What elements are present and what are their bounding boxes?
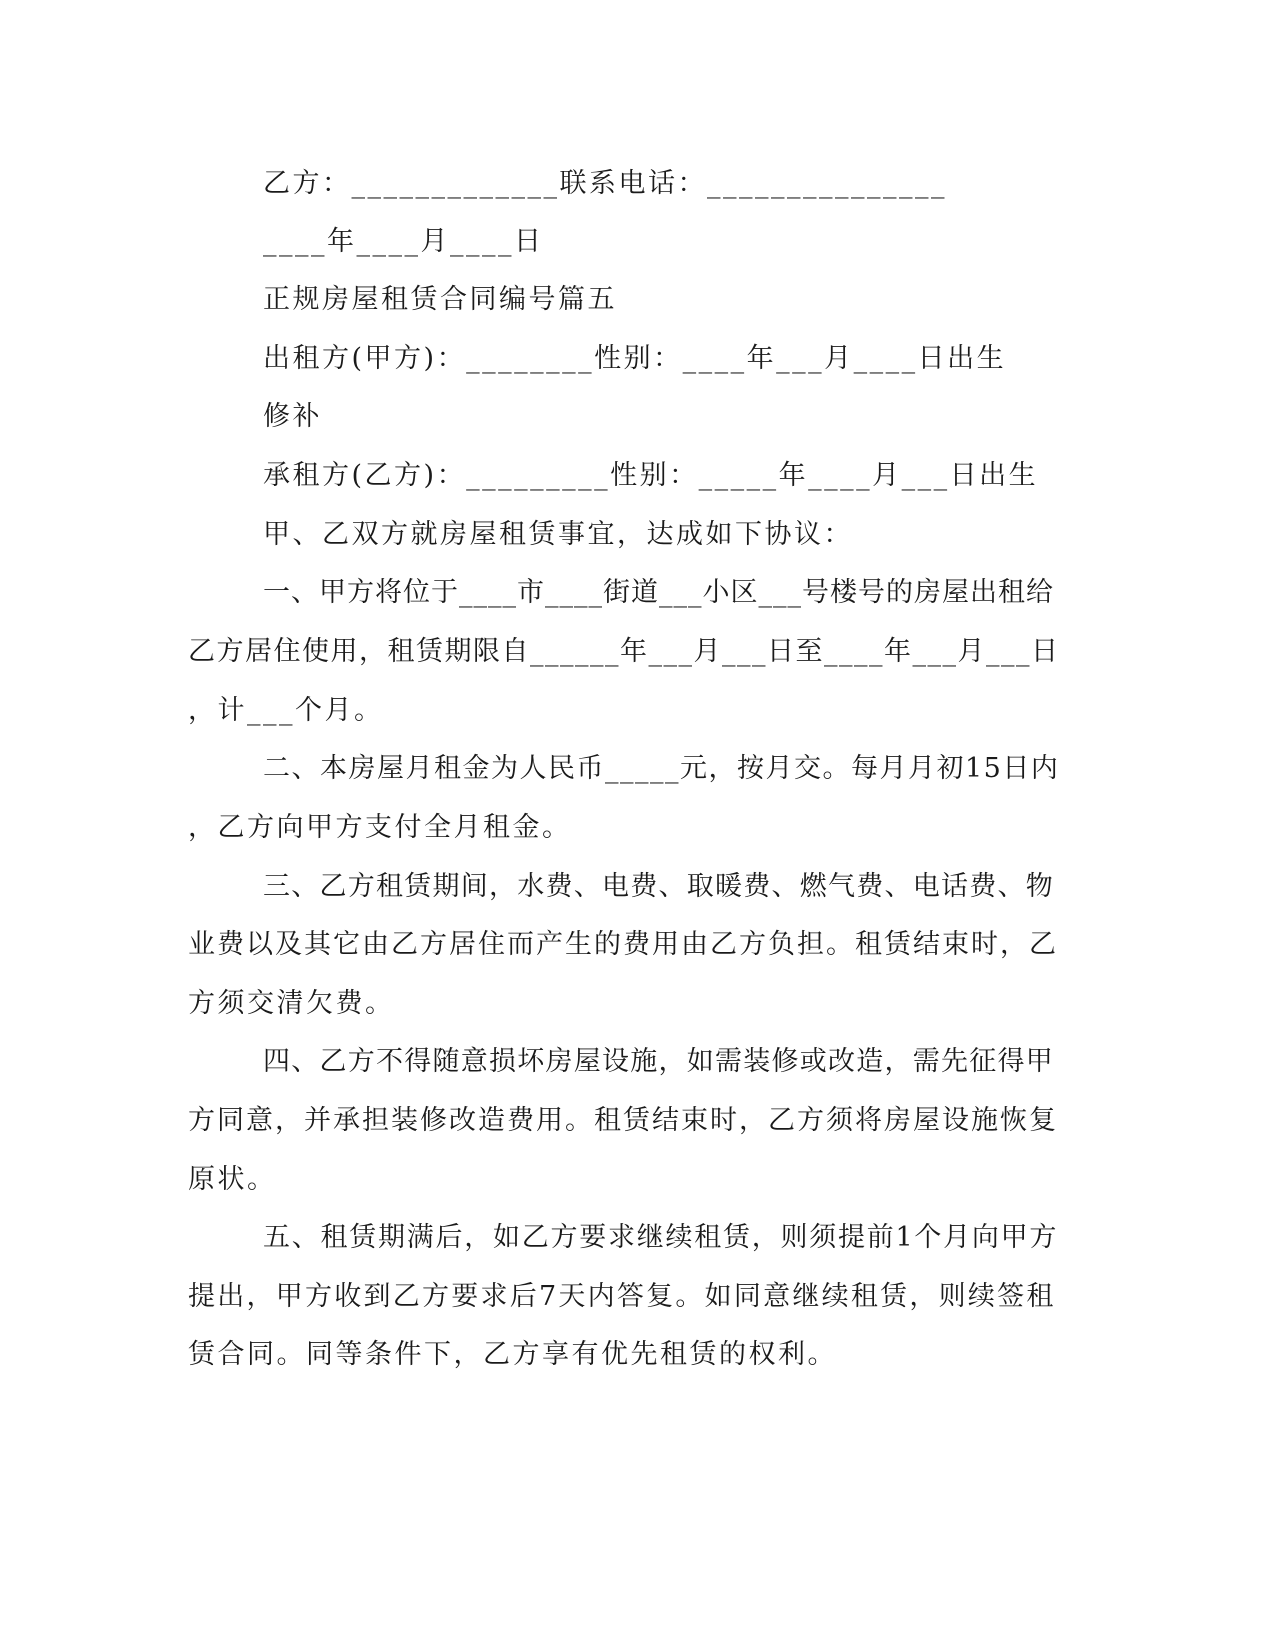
clause-2-line-2: ，乙方向甲方支付全月租金。 [188,812,572,843]
clause-4-line-1: 四、乙方不得随意损坏房屋设施，如需装修或改造，需先征得甲 [263,1046,1054,1077]
clause-3-line-2: 业费以及其它由乙方居住而产生的费用由乙方负担。租赁结束时，乙 [188,929,1058,960]
note-line: 修补 [263,401,322,432]
clause-3-line-1: 三、乙方租赁期间，水费、电费、取暖费、燃气费、电话费、物 [263,871,1054,902]
clause-3-line-3: 方须交清欠费。 [188,988,395,1019]
clause-5-line-3: 赁合同。同等条件下，乙方享有优先租赁的权利。 [188,1339,837,1370]
date-line: ____年____月____日 [263,226,544,257]
clause-5-line-1: 五、租赁期满后，如乙方要求继续租赁，则须提前1个月向甲方 [263,1222,1059,1253]
section-title: 正规房屋租赁合同编号篇五 [263,284,617,315]
lessee-line: 承租方(乙方)：_________性别：_____年____月___日出生 [263,460,1039,491]
party-b-contact-line: 乙方：_____________联系电话：_______________ [263,168,947,199]
clause-4-line-3: 原状。 [188,1164,277,1195]
agreement-intro: 甲、乙双方就房屋租赁事宜，达成如下协议： [263,519,853,550]
clause-4-line-2: 方同意，并承担装修改造费用。租赁结束时，乙方须将房屋设施恢复 [188,1105,1058,1136]
clause-2-line-1: 二、本房屋月租金为人民币_____元，按月交。每月月初15日内 [263,753,1060,784]
clause-1-line-2: 乙方居住使用，租赁期限自______年___月___日至____年___月___日 [188,636,1060,667]
clause-1-line-3: ，计___个月。 [188,695,384,726]
lessor-line: 出租方(甲方)：________性别：____年___月____日出生 [263,343,1007,374]
clause-5-line-2: 提出，甲方收到乙方要求后7天内答复。如同意继续租赁，则续签租 [188,1281,1056,1312]
clause-1-line-1: 一、甲方将位于____市____街道___小区___号楼号的房屋出租给 [263,577,1054,608]
